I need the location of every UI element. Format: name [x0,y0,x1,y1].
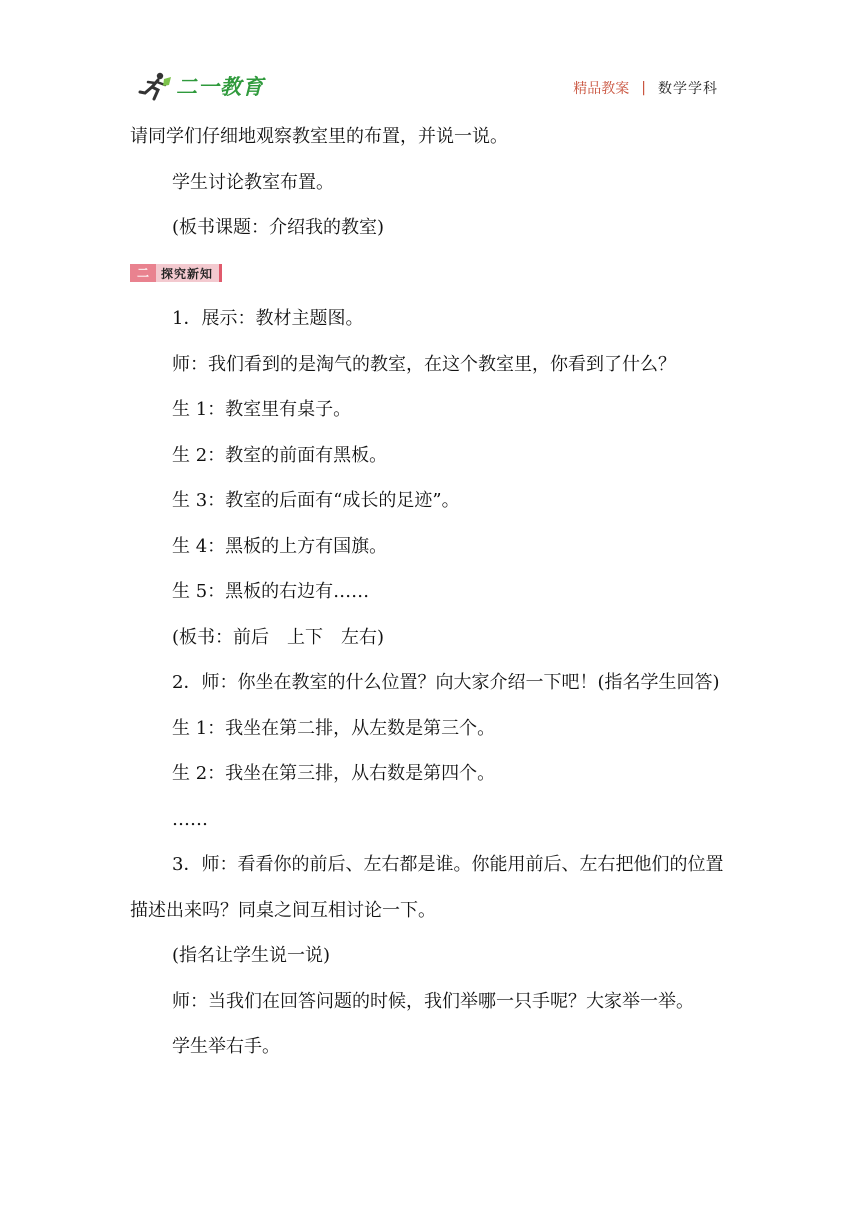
paragraph: 师：我们看到的是淘气的教室，在这个教室里，你看到了什么？ [172,353,676,375]
running-man-icon [138,71,172,101]
paragraph: 生 5：黑板的右边有…… [172,581,370,602]
section-title: 探究新知 [161,266,214,281]
paragraph: 生 4：黑板的上方有国旗。 [172,535,388,557]
paragraph: …… [172,808,208,830]
section-badge [130,264,222,282]
paragraph: 3．师：看看你的前后、左右都是谁。你能用前后、左右把他们的位置描述出来吗？同桌之间互相讨论一下。 [130,854,724,921]
paragraph: 2．师：你坐在教室的什么位置？向大家介绍一下吧！(指名学生回答) [172,672,720,693]
section-heading [130,251,730,297]
paragraph: 生 1：教室里有桌子。 [172,399,352,420]
category-label: 精品教案 [573,81,630,97]
logo-text: 二一教育 [176,75,264,99]
paragraph: 生 1：我坐在第二排，从左数是第三个。 [172,717,496,739]
paragraph: (板书：前后 上下 左右) [172,626,385,648]
paragraph: 师：当我们在回答问题的时候，我们举哪一只手呢？大家举一举。 [172,990,694,1012]
paragraph: 学生举右手。 [172,1036,280,1057]
logo [138,68,264,104]
paragraph: 学生讨论教室布置。 [172,171,334,193]
paragraph: 1．展示：教材主题图。 [172,308,364,329]
page-header [0,0,860,110]
subject-label: 数学学科 [658,81,718,97]
paragraph: 生 3：教室的后面有“成长的足迹”。 [172,490,460,511]
paragraph: 生 2：我坐在第三排，从右数是第四个。 [172,763,496,784]
paragraph: (板书课题：介绍我的教室) [172,217,385,238]
paragraph: (指名让学生说一说) [172,945,331,966]
paragraph: 生 2：教室的前面有黑板。 [172,444,388,466]
section-number: 二 [130,264,156,282]
paragraph: 请同学们仔细地观察教室里的布置，并说一说。 [130,126,508,147]
header-separator: | [641,80,646,96]
document-body [130,114,730,1070]
header-right [573,78,718,98]
